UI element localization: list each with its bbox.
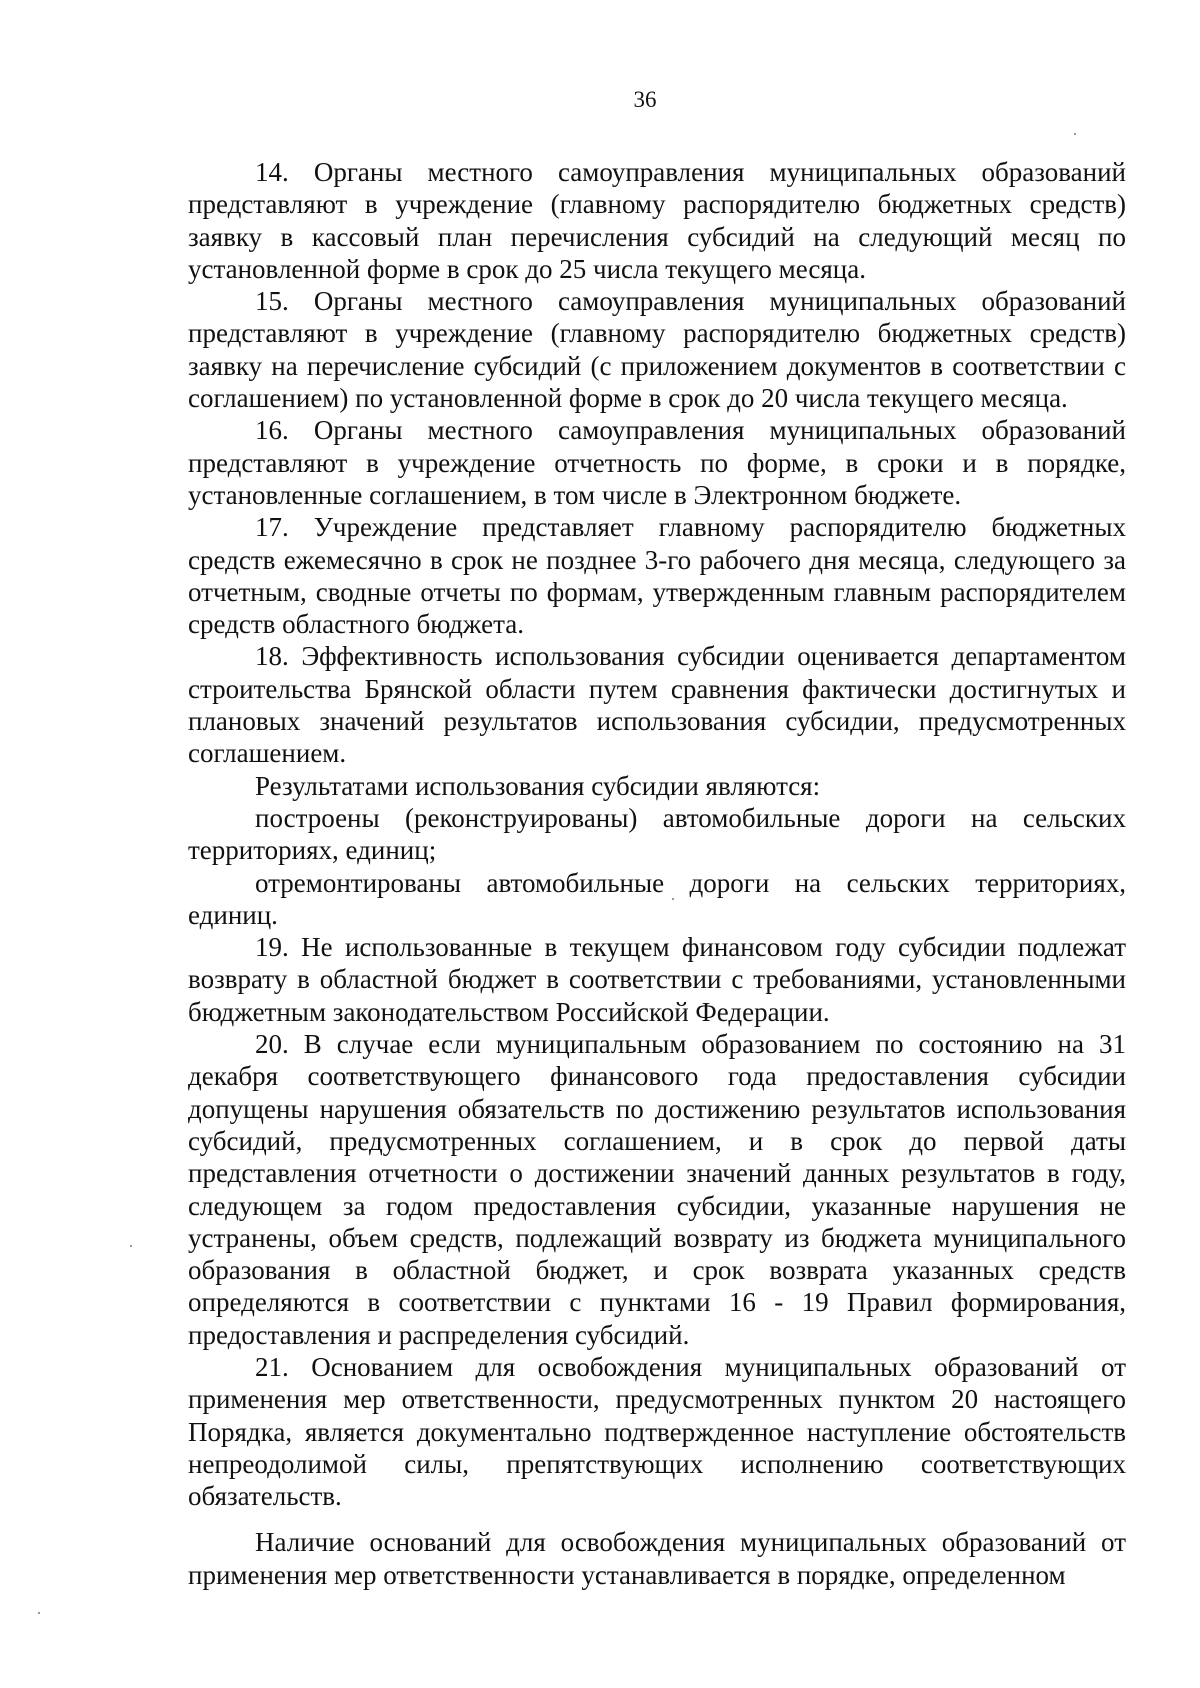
paragraph-exemption: Наличие оснований для освобождения муниципальных образований от применения мер ответственности устанавливается в порядке, определенном <box>188 1527 1126 1590</box>
document-body <box>188 156 1126 1591</box>
paragraph-15: 15. Органы местного самоуправления муниципальных образований представляют в учреждение (главному распорядителю бюджетных средств) заявку на перечисление субсидий (с приложением документов в соответствии с соглашением) по установленной форме в срок до 20 числа текущего месяца. <box>188 286 1126 414</box>
paragraph-14: 14. Органы местного самоуправления муниципальных образований представляют в учреждение (главному распорядителю бюджетных средств) заявку в кассовый план перечисления субсидий на следующий месяц по установленной форме в срок до 25 числа текущего месяца. <box>188 157 1126 284</box>
page-number: 36 <box>633 87 657 112</box>
results-intro: Результатами использования субсидии являются: <box>255 770 821 801</box>
paragraph-18: 18. Эффективность использования субсидии оценивается департаментом строительства Брянской области путем сравнения фактически достигнутых и плановых значений результатов использования субсидии, предусмотренных соглашением. <box>188 641 1126 769</box>
scan-speck <box>38 1612 40 1614</box>
paragraph-21: 21. Основанием для освобождения муниципальных образований от применения мер ответственности, предусмотренных пунктом 20 настоящего Порядка, является документально подтвержденное наступление обстоятельств непреодолимой силы, препятствующих исполнению соответствующих обязательств. <box>188 1351 1126 1512</box>
paragraph-16: 16. Органы местного самоуправления муниципальных образований представляют в учреждение отчетность по форме, в сроки и в порядке, установленные соглашением, в том числе в Электронном бюджете. <box>188 415 1126 510</box>
paragraph-19: 19. Не использованные в текущем финансовом году субсидии подлежат возврату в областной бюджет в соответствии с требованиями, установленными бюджетным законодательством Российской Федерации. <box>188 932 1126 1027</box>
result-item-built-roads: построены (реконструированы) автомобильные дороги на сельских территориях, единиц; <box>188 802 1126 866</box>
result-item-repaired-roads: отремонтированы автомобильные дороги на сельских территориях, единиц. <box>188 867 1126 930</box>
scan-speck <box>1074 133 1076 135</box>
scan-speck <box>130 1245 132 1247</box>
scan-speck <box>672 898 674 900</box>
paragraph-17: 17. Учреждение представляет главному распорядителю бюджетных средств ежемесячно в срок не позднее 3-го рабочего дня месяца, следующего за отчетным, сводные отчеты по формам, утвержденным главным распорядителем средств областного бюджета. <box>188 512 1126 640</box>
paragraph-20: 20. В случае если муниципальным образованием по состоянию на 31 декабря соответствующего финансового года предоставления субсидии допущены нарушения обязательств по достижению результатов использования субсидий, предусмотренных соглашением, и в срок до первой даты представления отчетности о достижении значений данных результатов в году, следующем за годом предоставления субсидии, указанные нарушения не устранены, объем средств, подлежащий возврату из бюджета муниципального образования в областной бюджет, и срок возврата указанных средств определяются в соответствии с пунктами 16 - 19 Правил формирования, предоставления и распределения субсидий. <box>188 1029 1126 1350</box>
